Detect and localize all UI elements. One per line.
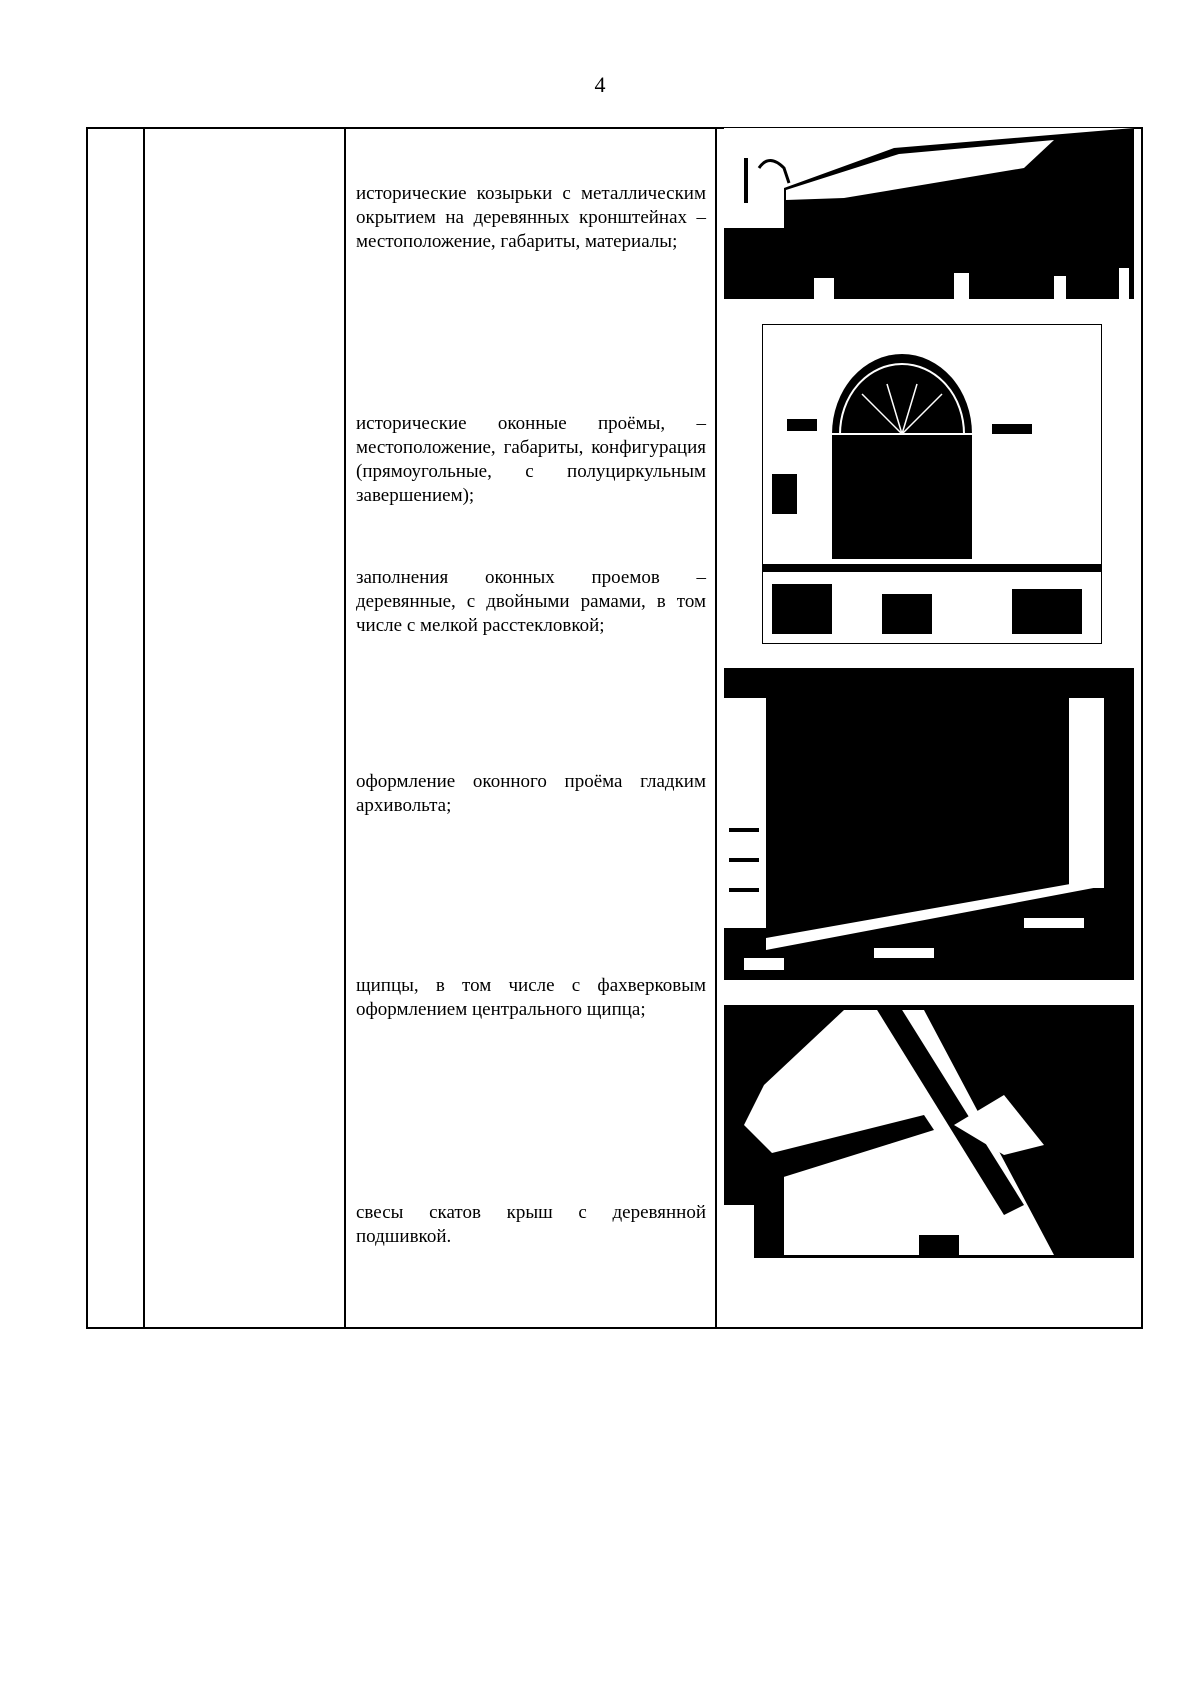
photo-canopy [724, 128, 1134, 299]
item-gables: щипцы, в том числе с фахверковым оформлением центрального щипца; [356, 975, 706, 1020]
item-archivolt: оформление оконного проёма гладким архивольта; [356, 771, 706, 816]
page-number: 4 [594, 72, 606, 97]
photo-gable-roof [724, 1005, 1134, 1258]
photo-arched-window [762, 324, 1102, 644]
item-window-fillings: заполнения оконных проемов – деревянные, с двойными рамами, в том числе с мелкой расстекловкой; [356, 567, 706, 636]
column-divider-1 [143, 129, 145, 1327]
column-divider-2 [344, 129, 346, 1327]
item-roof-eaves: свесы скатов крыш с деревянной подшивкой. [356, 1202, 706, 1247]
item-window-openings: исторические оконные проёмы, – местоположение, габариты, конфигурация (прямоугольные, с полуциркульным завершением); [356, 413, 706, 506]
photo-window-archivolt [724, 668, 1134, 980]
item-canopies: исторические козырьки с металлическим окрытием на деревянных кронштейнах – местоположение, габариты, материалы; [356, 183, 706, 252]
column-divider-3 [715, 129, 717, 1327]
